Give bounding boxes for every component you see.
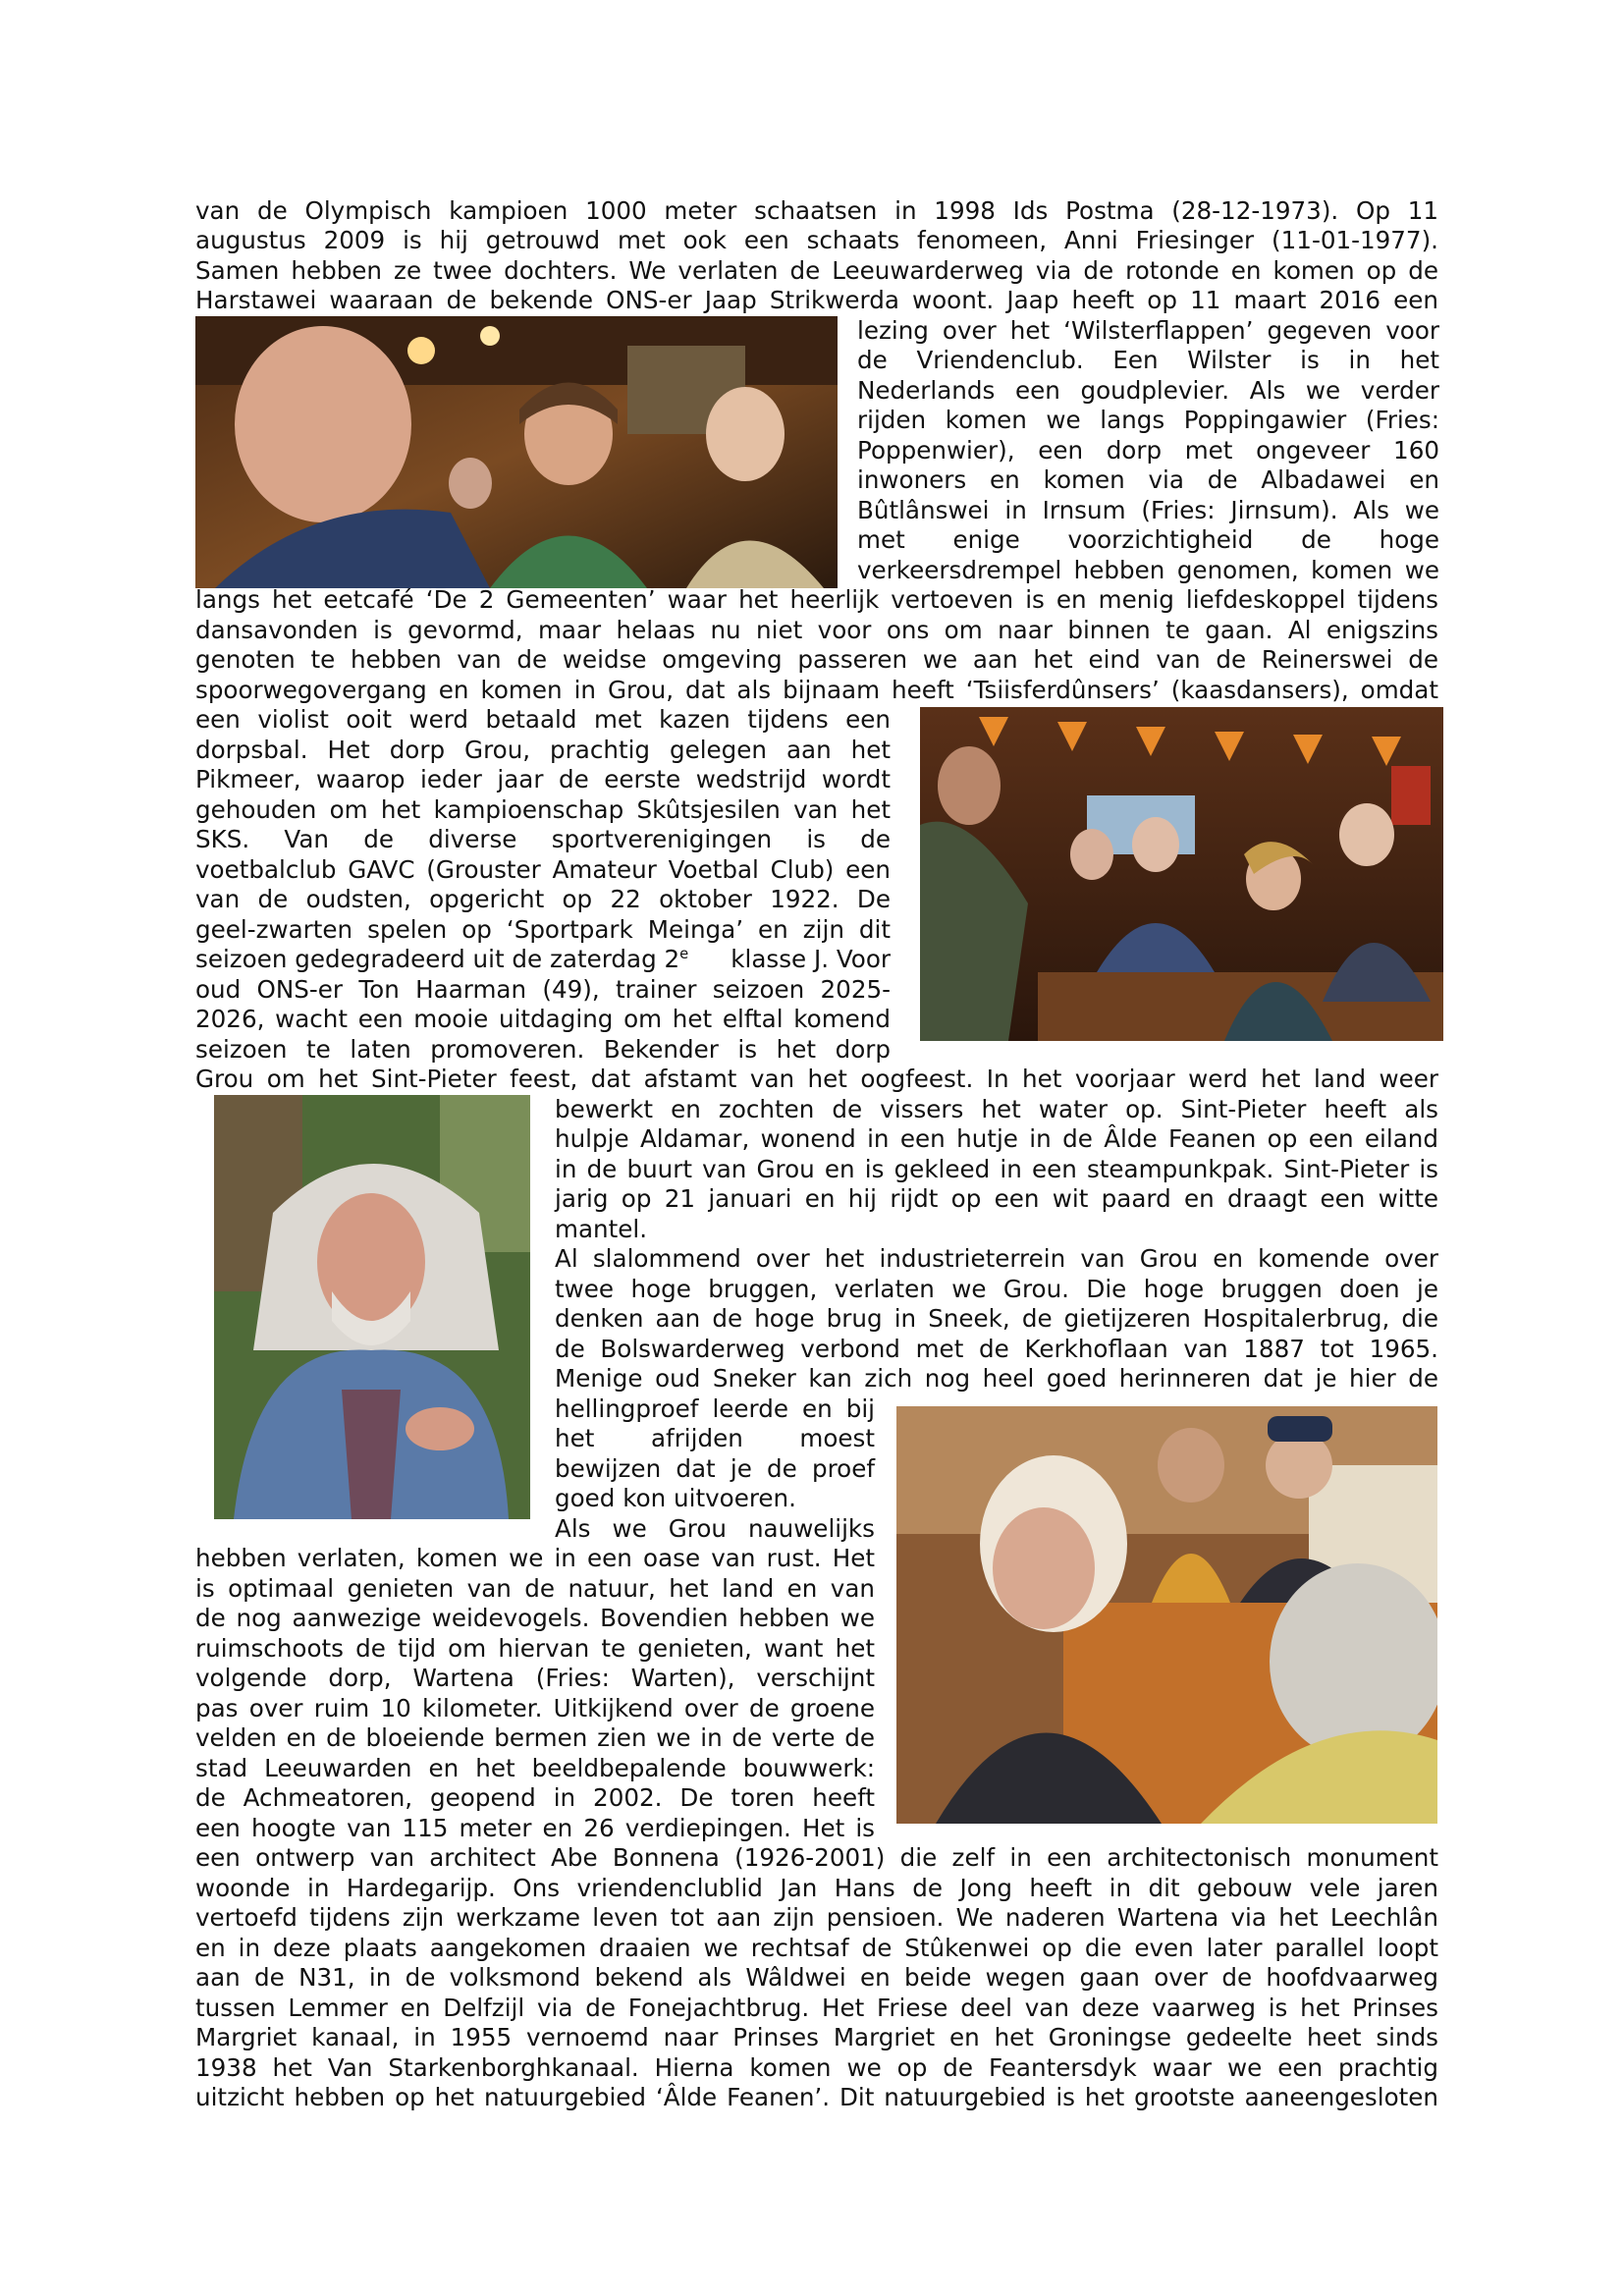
text-line: hellingproef leerde en bij	[555, 1394, 875, 1423]
text-segment: seizoen gedegradeerd uit de zaterdag 2e	[195, 945, 689, 973]
text-line: Harstawei waaraan de bekende ONS-er Jaap Strikwerda woont. Jaap heeft op 11 maart 2016 een	[195, 286, 1438, 314]
text-line: verkeersdrempel hebben genomen, komen we	[857, 556, 1439, 584]
text-line: in de buurt van Grou en is gekleed in een steampunkpak. Sint-Pieter is	[555, 1155, 1438, 1183]
text-line: pas over ruim 10 kilometer. Uitkijkend over de groene	[195, 1694, 875, 1722]
text-line: Menige oud Sneker kan zich nog heel goed herinneren dat je hier de	[555, 1364, 1438, 1393]
text-line: stad Leeuwarden en het beeldbepalende bouwwerk:	[195, 1754, 875, 1782]
text-line: Pikmeer, waarop ieder jaar de eerste wedstrijd wordt	[195, 765, 891, 793]
text-line: de Vriendenclub. Een Wilster is in het	[857, 346, 1439, 374]
text-line: twee hoge bruggen, verlaten we Grou. Die hoge bruggen doen je	[555, 1275, 1438, 1303]
text-segment: klasse J. Voor	[723, 945, 891, 973]
text-line: SKS. Van de diverse sportverenigingen is de	[195, 825, 891, 853]
text-line: augustus 2009 is hij getrouwd met ook een schaats fenomeen, Anni Friesinger (11-01-1977).	[195, 226, 1438, 254]
text-line	[195, 2113, 1438, 2144]
text-line: Grou om het Sint-Pieter feest, dat afstamt van het oogfeest. In het voorjaar werd het land weer	[195, 1065, 1438, 1093]
text-line: dorpsbal. Het dorp Grou, prachtig gelegen aan het	[195, 736, 891, 764]
text-line: oud ONS-er Ton Haarman (49), trainer seizoen 2025-	[195, 975, 891, 1004]
text-line: aan de N31, in de volksmond bekend als Wâldwei en beide wegen gaan over de hoofdvaarweg	[195, 1963, 1438, 1992]
text-line: woonde in Hardegarijp. Ons vriendenclublid Jan Hans de Jong heeft in dit gebouw vele jaren	[195, 1874, 1438, 1902]
text-line: seizoen te laten promoveren. Bekender is het dorp	[195, 1035, 891, 1064]
text-line: jarig op 21 januari en hij rijdt op een wit paard en draagt een witte	[555, 1184, 1438, 1213]
text-line: het afrijden moest	[555, 1424, 875, 1452]
text-line: spoorwegovergang en komen in Grou, dat als bijnaam heeft ‘Tsiisferdûnsers’ (kaasdansers), omdat	[195, 676, 1438, 704]
text-line: hulpje Aldamar, wonend in een hutje in de Âlde Feanen op een eiland	[555, 1124, 1438, 1153]
text-line: Al slalommend over het industrieterrein van Grou en komende over	[555, 1244, 1438, 1273]
text-line: 2026, wacht een mooie uitdaging om het elftal komend	[195, 1005, 891, 1033]
photo-sint-pieter	[214, 1095, 530, 1519]
text-line: volgende dorp, Wartena (Fries: Warten), verschijnt	[195, 1664, 875, 1692]
text-line: lezing over het ‘Wilsterflappen’ gegeven voor	[857, 316, 1439, 345]
text-line: een violist ooit werd betaald met kazen tijdens een	[195, 705, 891, 734]
photo-table-group	[896, 1406, 1437, 1824]
text-line: uitzicht hebben op het natuurgebied ‘Âlde Feanen’. Dit natuurgebied is het grootste aaneengesloten	[195, 2083, 1438, 2111]
text-line: rijden komen we langs Poppingawier (Fries:	[857, 406, 1439, 434]
text-line: langs het eetcafé ‘De 2 Gemeenten’ waar het heerlijk vertoeven is en menig liefdeskoppel tijdens	[195, 585, 1438, 614]
text-line: denken aan de hoge brug in Sneek, de gietijzeren Hospitalerbrug, die	[555, 1304, 1438, 1333]
text-line: goed kon uitvoeren.	[555, 1484, 796, 1512]
text-line: een ontwerp van architect Abe Bonnena (1926-2001) die zelf in een architectonisch monument	[195, 1843, 1438, 1872]
superscript: e	[679, 945, 689, 962]
text-line: tussen Lemmer en Delfzijl via de Fonejachtbrug. Het Friese deel van deze vaarweg is het Prinses	[195, 1994, 1438, 2022]
text-line: de nog aanwezige weidevogels. Bovendien hebben we	[195, 1604, 875, 1632]
text-line: een hoogte van 115 meter en 26 verdiepingen. Het is	[195, 1814, 875, 1842]
text-line: velden en de bloeiende bermen zien we in de verte de	[195, 1723, 875, 1752]
text-line: Nederlands een goudplevier. Als we verder	[857, 376, 1439, 405]
text-line: is optimaal genieten van de natuur, het land en van	[195, 1574, 875, 1603]
text-line: en in deze plaats aangekomen draaien we rechtsaf de Stûkenwei op die even later parallel loopt	[195, 1934, 1438, 1962]
text-line: Als we Grou nauwelijks	[555, 1514, 875, 1543]
text-line: dansavonden is gevormd, maar helaas nu niet voor ons om naar binnen te gaan. Al enigszins	[195, 616, 1438, 644]
text-line: vertoefd tijdens zijn werkzame leven tot aan zijn pensioen. We naderen Wartena via het Leechlân	[195, 1903, 1438, 1932]
text-line: hebben verlaten, komen we in een oase van rust. Het	[195, 1544, 875, 1572]
text-line: van de Olympisch kampioen 1000 meter schaatsen in 1998 Ids Postma (28-12-1973). Op 11	[195, 196, 1438, 225]
text-line: de Bolswarderweg verbond met de Kerkhoflaan van 1887 tot 1965.	[555, 1335, 1438, 1363]
text-line: ruimschoots de tijd om hiervan te genieten, want het	[195, 1634, 875, 1663]
text-line: van de oudsten, opgericht op 22 oktober 1922. De	[195, 885, 891, 913]
text-line: de Achmeatoren, geopend in 2002. De toren heeft	[195, 1783, 875, 1812]
text-line: bewijzen dat je de proef	[555, 1454, 875, 1483]
text-line: Margriet kanaal, in 1955 vernoemd naar Prinses Margriet en het Groningse gedeelte heet sinds	[195, 2023, 1438, 2051]
text-line: Bûtlânswei in Irnsum (Fries: Jirnsum). Als we	[857, 496, 1439, 524]
text-line: genoten te hebben van de weidse omgeving passeren we aan het eind van de Reinerswei de	[195, 645, 1438, 674]
text-line	[195, 945, 891, 975]
text-line: geel-zwarten spelen op ‘Sportpark Meinga’ en zijn dit	[195, 915, 891, 944]
text-line: met enige voorzichtigheid de hoge	[857, 525, 1439, 554]
text-line: bewerkt en zochten de vissers het water op. Sint-Pieter heeft als	[555, 1095, 1438, 1123]
text-line: voetbalclub GAVC (Grouster Amateur Voetbal Club) een	[195, 855, 891, 884]
text-line: Poppenwier), een dorp met ongeveer 160	[857, 436, 1439, 465]
text-line: 1938 het Van Starkenborghkanaal. Hierna komen we op de Feantersdyk waar we een prachtig	[195, 2053, 1438, 2082]
text-line: gehouden om het kampioenschap Skûtsjesilen van het	[195, 795, 891, 824]
text-line: Samen hebben ze twee dochters. We verlaten de Leeuwarderweg via de rotonde en komen op de	[195, 256, 1438, 285]
text-line: mantel.	[555, 1215, 648, 1243]
photo-cafe-group	[195, 316, 838, 588]
text-line: inwoners en komen via de Albadawei en	[857, 465, 1439, 494]
photo-bar-people	[920, 707, 1443, 1041]
